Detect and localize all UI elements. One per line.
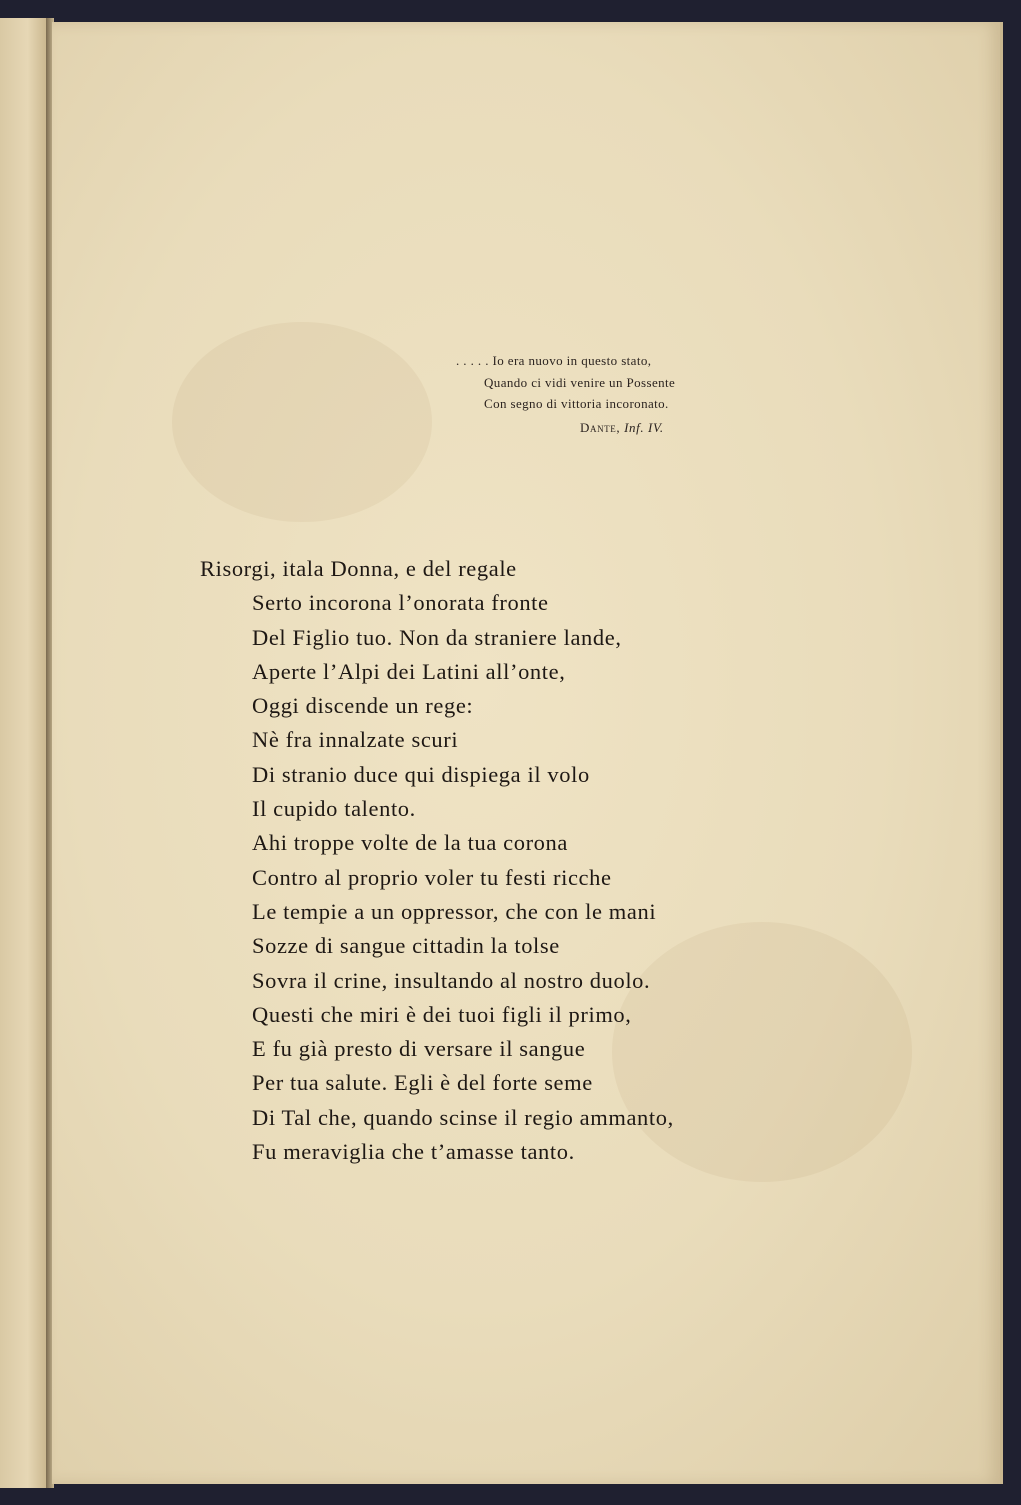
poem-line: Del Figlio tuo. Non da straniere lande, xyxy=(252,624,622,650)
poem-line: Questi che miri è dei tuoi figli il primo, xyxy=(252,1001,632,1027)
attribution-work: Inf. IV. xyxy=(624,420,664,435)
epigraph-line: . . . . . Io era nuovo in questo stato, xyxy=(456,353,652,368)
poem-line: E fu già presto di versare il sangue xyxy=(252,1036,586,1062)
poem-stanza xyxy=(200,552,800,1169)
epigraph-line: Quando ci vidi venire un Possente xyxy=(484,374,676,390)
epigraph xyxy=(456,350,756,415)
poem-line: Di stranio duce qui dispiega il volo xyxy=(252,761,590,787)
poem-line: Le tempie a un oppressor, che con le mani xyxy=(252,898,657,924)
poem-line: Sozze di sangue cittadin la tolse xyxy=(252,933,560,959)
poem-line: Sovra il crine, insultando al nostro duolo. xyxy=(252,967,651,993)
epigraph-attribution: Dante, Inf. IV. xyxy=(580,420,664,435)
poem-line: Oggi discende un rege: xyxy=(252,693,474,719)
left-page-edge xyxy=(0,18,48,1488)
poem-line: Per tua salute. Egli è del forte seme xyxy=(252,1070,593,1096)
poem-line: Il cupido talento. xyxy=(252,796,416,822)
poem-line: Contro al proprio voler tu festi ricche xyxy=(252,864,612,890)
poem-line: Di Tal che, quando scinse il regio ammanto, xyxy=(252,1104,674,1130)
poem-line: Fu meraviglia che t’amasse tanto. xyxy=(252,1139,575,1165)
poem-line: Ahi troppe volte de la tua corona xyxy=(252,830,568,856)
poem-line: Nè fra innalzate scuri xyxy=(252,727,459,753)
poem-line: Aperte l’Alpi dei Latini all’onte, xyxy=(252,658,566,684)
poem-line: Risorgi, itala Donna, e del regale xyxy=(200,556,517,581)
epigraph-line: Con segno di vittoria incoronato. xyxy=(484,396,669,411)
poem-line: Serto incorona l’onorata fronte xyxy=(252,590,549,616)
paper-stain xyxy=(172,322,432,522)
attribution-author: Dante xyxy=(580,420,617,435)
